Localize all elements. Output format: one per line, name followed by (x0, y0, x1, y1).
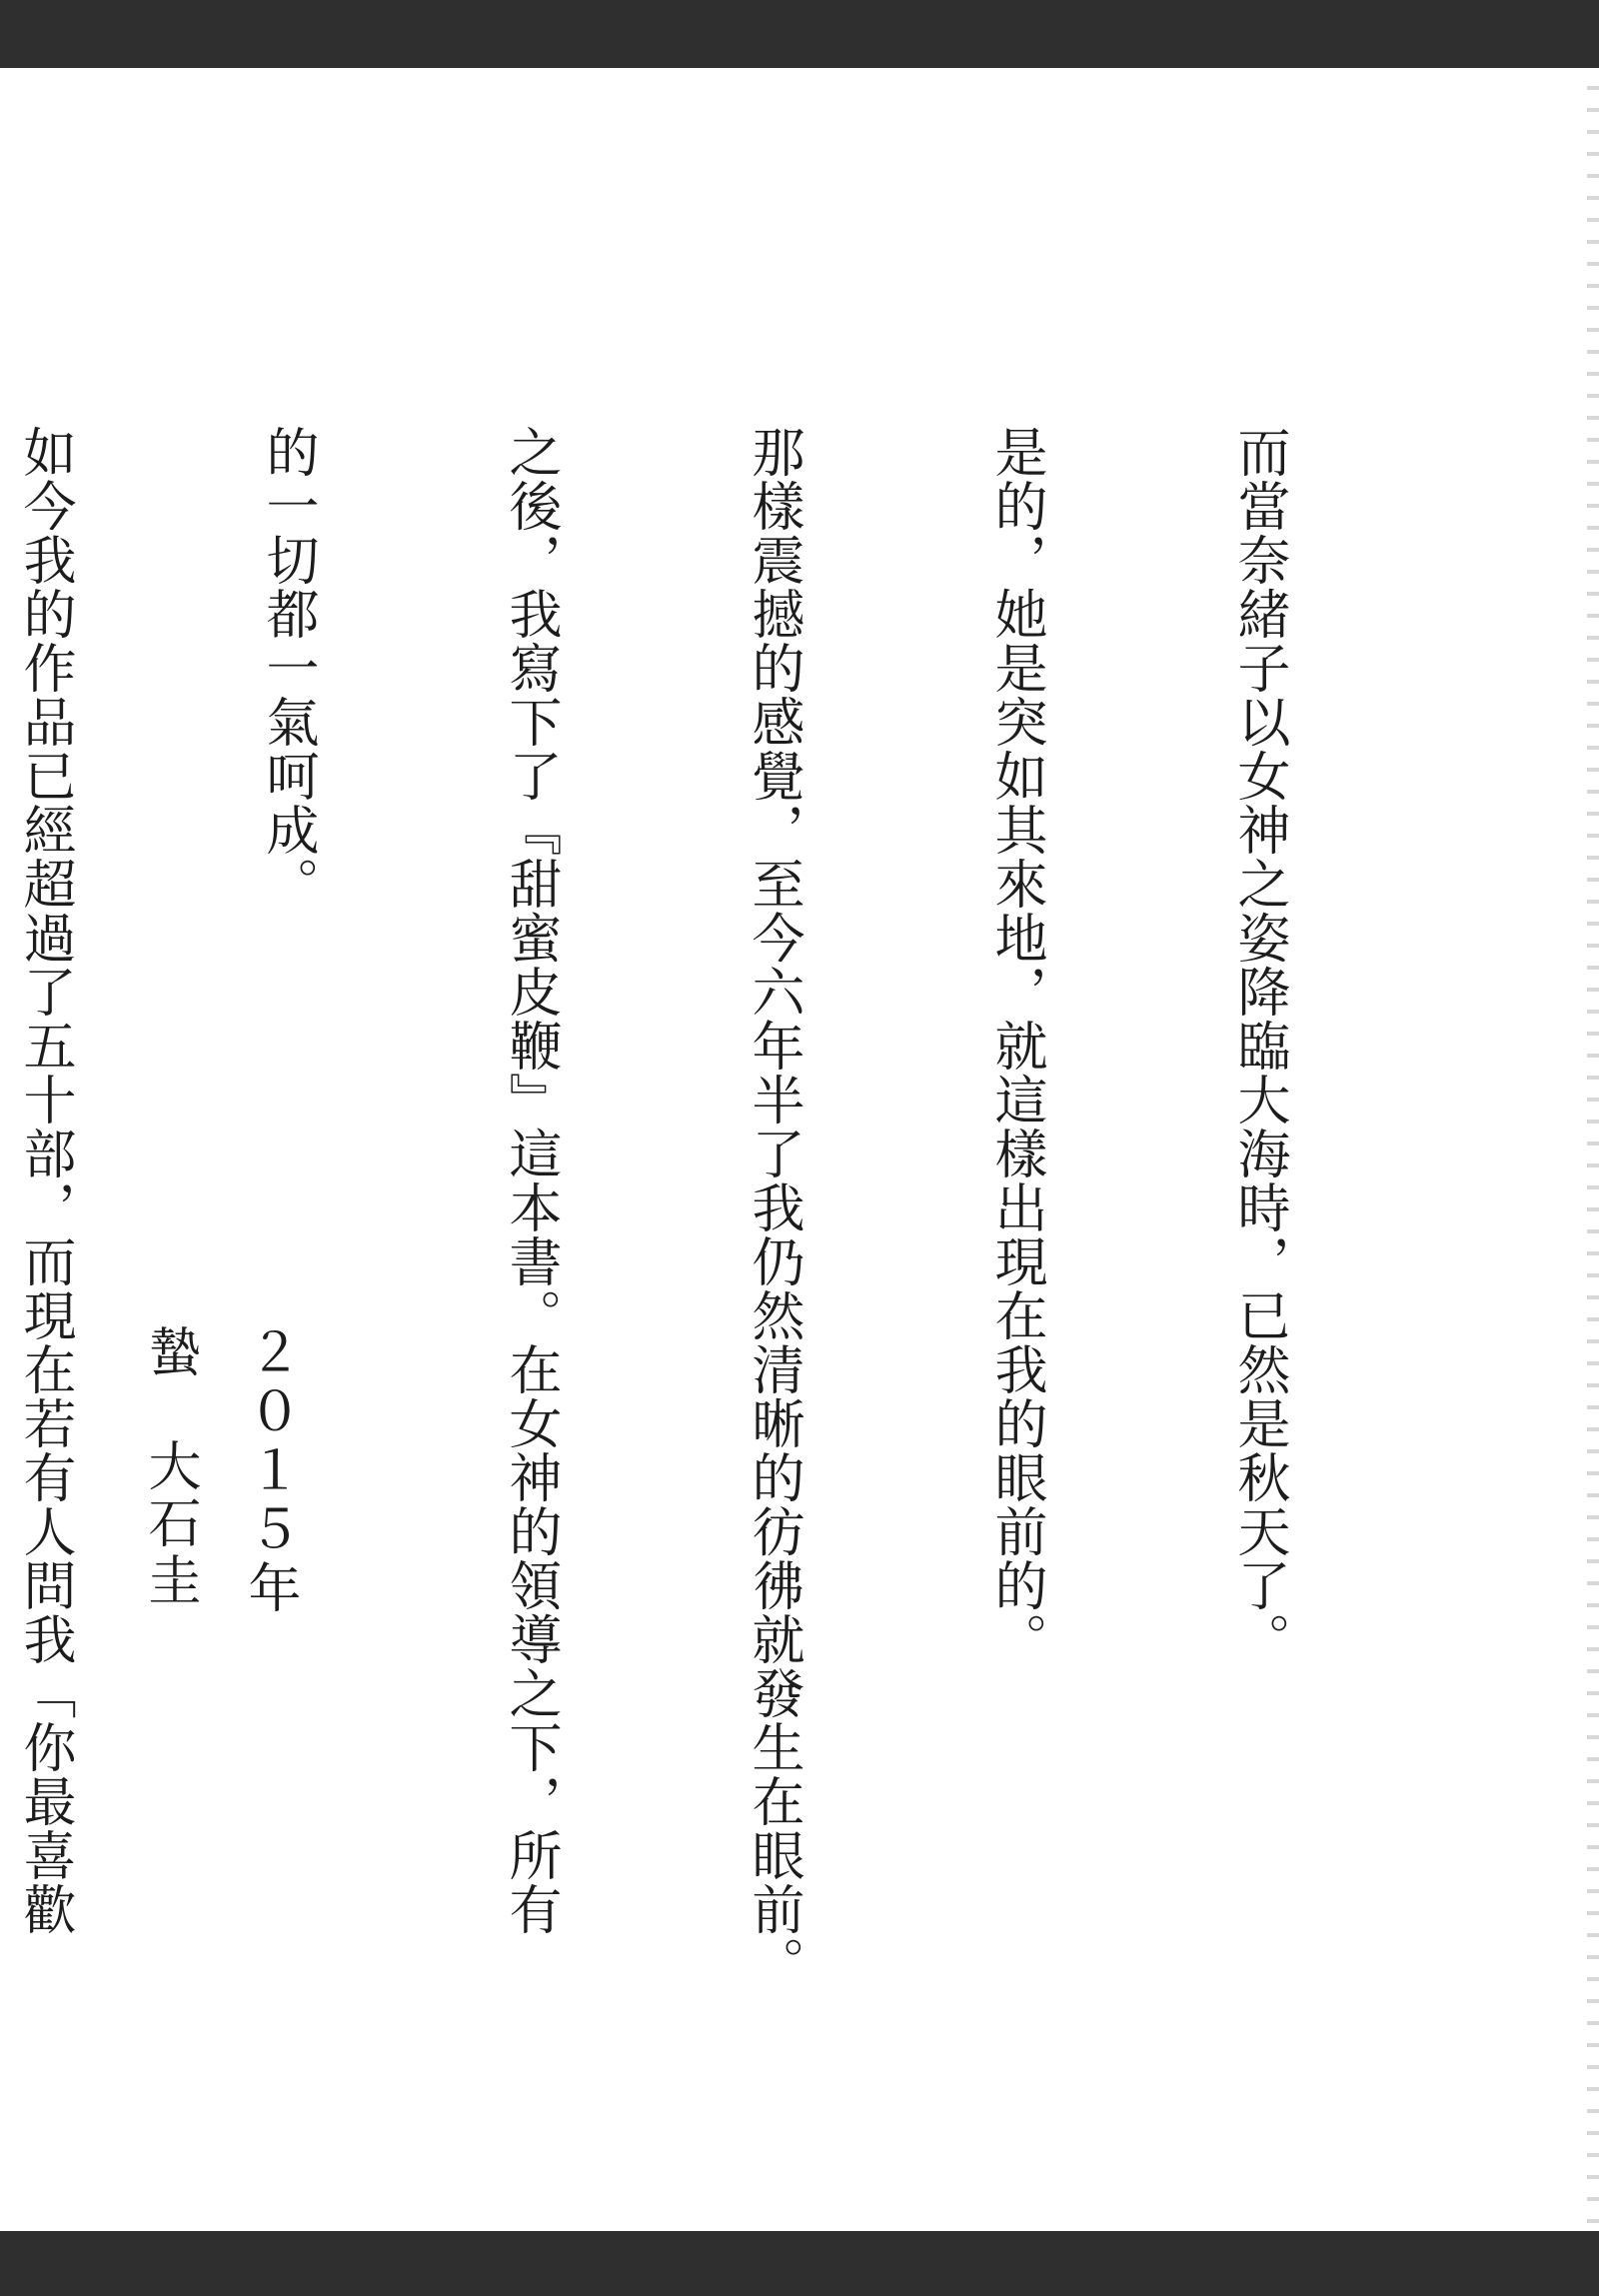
page-edge (1587, 68, 1599, 2231)
signature-author: 蟄 大石圭 (140, 1324, 201, 1609)
text-line: 的一切都一氣呵成。 (258, 425, 319, 911)
signature-year: ２０１５年 (240, 1324, 301, 1619)
text-line: 而當奈緒子以女神之姿降臨大海時，已然是秋天了。 (1229, 425, 1290, 1666)
text-line: 如今我的作品已經超過了五十部，而現在若有人問我「你最喜歡 (15, 425, 76, 1936)
text-line: 是的，她是突如其來地，就這樣出現在我的眼前的。 (986, 425, 1047, 1666)
text-line: 之後，我寫下了『甜蜜皮鞭』這本書。在女神的領導之下，所有 (501, 425, 562, 1936)
text-line: 那樣震撼的感覺，至今六年半了我仍然清晰的彷彿就發生在眼前。 (744, 425, 804, 1990)
top-border (0, 0, 1599, 68)
signature (120, 1324, 320, 2004)
bottom-border (0, 2231, 1599, 2296)
